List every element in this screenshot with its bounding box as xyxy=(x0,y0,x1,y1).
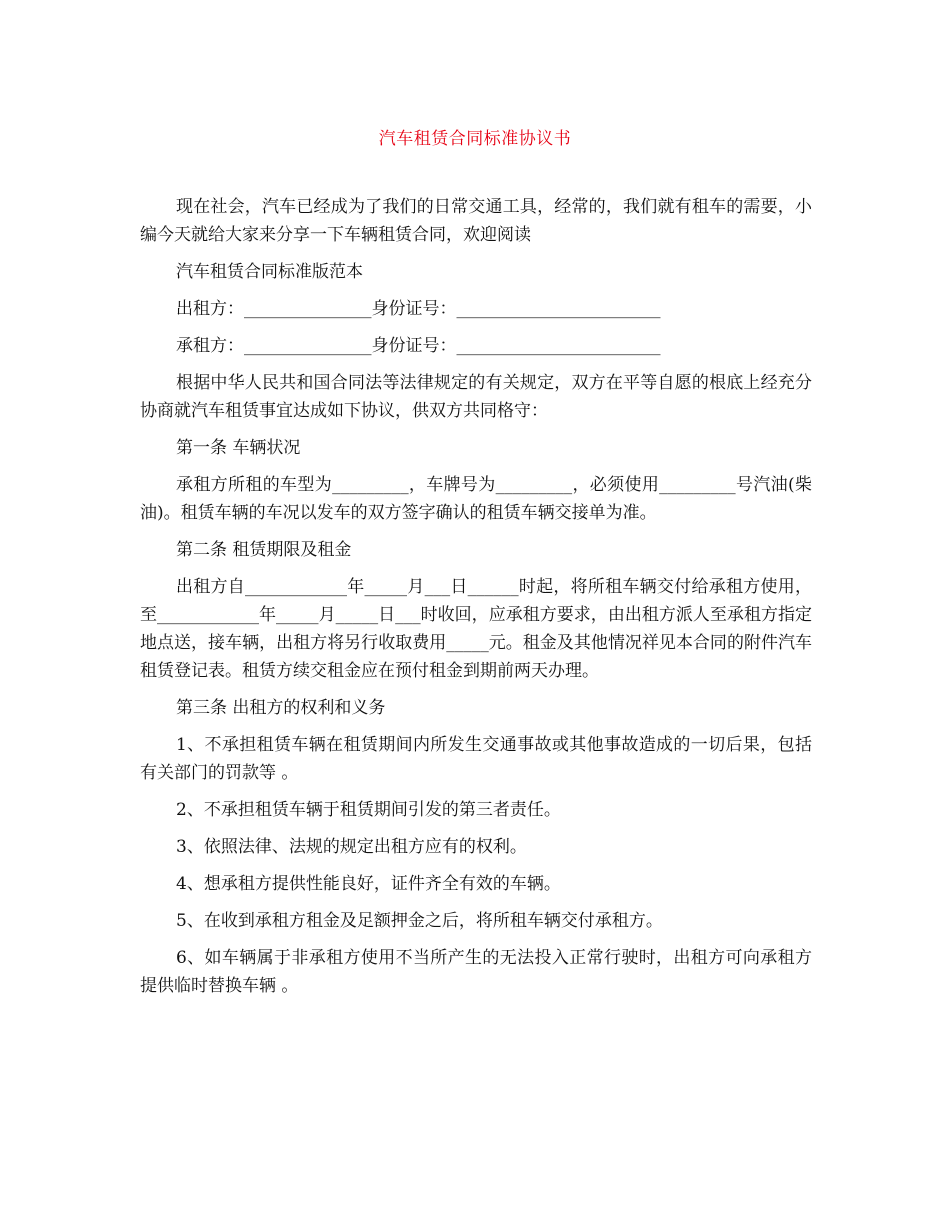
intro-paragraph: 现在社会，汽车已经成为了我们的日常交通工具，经常的，我们就有租车的需要，小编今天就给大家来分享一下车辆租赁合同，欢迎阅读 xyxy=(140,197,812,245)
article-3-heading: 第三条 出租方的权利和义务 xyxy=(176,698,386,718)
document-title: 汽车租赁合同标准协议书 xyxy=(378,129,572,149)
article-3-item-4: 4、想承租方提供性能良好，证件齐全有效的车辆。 xyxy=(176,874,561,894)
article-3-item-1: 1、不承担租赁车辆在租赁期间内所发生交通事故或其他事故造成的一切后果，包括有关部门的罚款等 。 xyxy=(140,735,812,783)
lessor-line: 出租方：_______________身份证号：________________________ xyxy=(176,299,661,319)
article-3-item-3: 3、依照法律、法规的规定出租方应有的权利。 xyxy=(176,837,527,857)
preamble-paragraph: 根据中华人民共和国合同法等法律规定的有关规定，双方在平等自愿的根底上经充分协商就汽车租赁事宜达成如下协议，供双方共同格守： xyxy=(140,373,812,421)
article-3-item-6: 6、如车辆属于非承租方使用不当所产生的无法投入正常行驶时，出租方可向承租方提供临时替换车辆 。 xyxy=(140,948,812,996)
article-3-item-5: 5、在收到承租方租金及足额押金之后，将所租车辆交付承租方。 xyxy=(176,911,663,931)
article-1-body: 承租方所租的车型为_________，车牌号为_________，必须使用_________号汽油(柴油)。租赁车辆的车况以发车的双方签字确认的租赁车辆交接单为准。 xyxy=(140,475,812,523)
template-heading: 汽车租赁合同标准版范本 xyxy=(176,262,363,282)
article-2-body: 出租方自____________年_____月___日______时起，将所租车辆交付给承租方使用，至____________年_____月_____日___时收回，应承租方要求，由出租方派人至承租方指定地点送，接车辆，出租方将另行收取费用_____元。租金及其他情况祥见本合同的附件汽车租赁登记表。租赁方续交租金应在预付租金到期前两天办理。 xyxy=(140,577,812,681)
document-body xyxy=(140,193,812,1009)
article-3-item-2: 2、不承担租赁车辆于租赁期间引发的第三者责任。 xyxy=(176,800,561,820)
lessee-line: 承租方：_______________身份证号：________________________ xyxy=(176,336,661,356)
article-1-heading: 第一条 车辆状况 xyxy=(176,438,301,458)
article-2-heading: 第二条 租赁期限及租金 xyxy=(176,540,352,560)
